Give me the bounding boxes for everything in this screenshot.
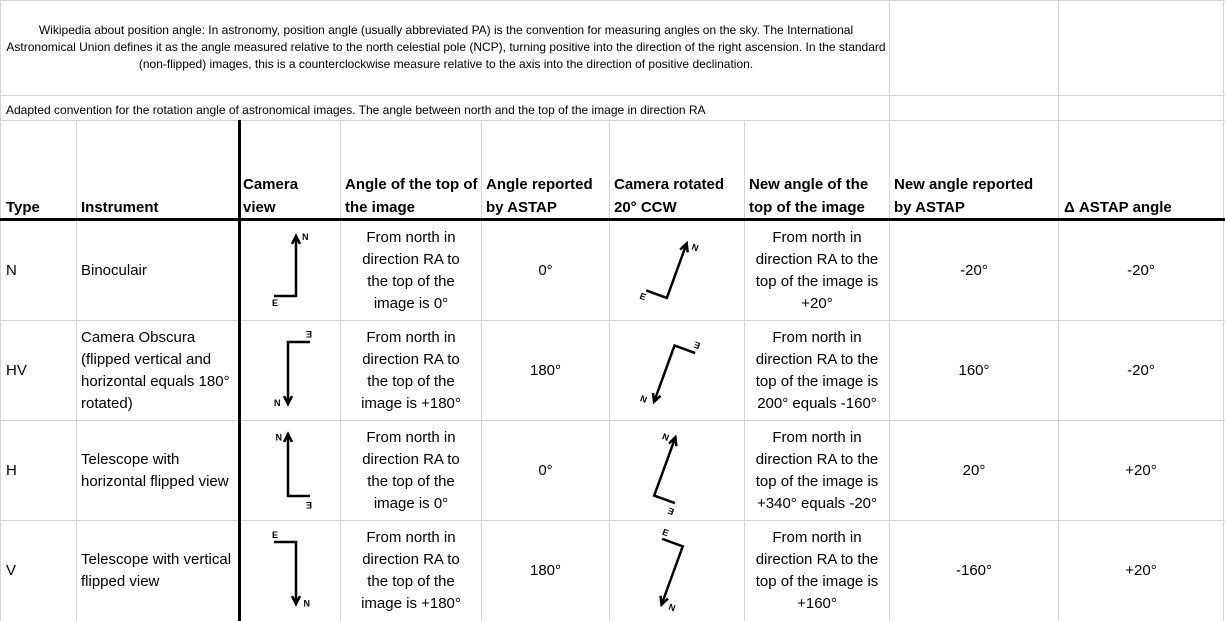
row-new-angle-top: From north in direction RA to the top of the image is 200° equals -160° xyxy=(755,328,879,412)
orientation-diagram-v xyxy=(262,526,322,612)
row-type: N xyxy=(6,261,17,279)
header-angle-top: Angle of the top of the image xyxy=(345,176,478,216)
row-angle-top: From north in direction RA to the top of the image is +180° xyxy=(361,528,461,612)
row-delta: +20° xyxy=(1125,561,1157,579)
row-delta: -20° xyxy=(1127,361,1155,379)
row-instrument: Telescope with vertical flipped view xyxy=(81,550,232,590)
orientation-diagram-hv xyxy=(262,326,322,412)
row-angle-astap: 0° xyxy=(538,461,553,479)
north-label: N xyxy=(303,598,310,608)
row-new-angle-top: From north in direction RA to the top of the image is +20° xyxy=(755,228,879,312)
row-type: HV xyxy=(6,361,27,379)
header-angle-astap: Angle reported by ASTAP xyxy=(486,176,593,216)
orientation-diagram-v-rotated xyxy=(626,526,706,612)
camera-view-border xyxy=(238,120,241,621)
east-label: E xyxy=(638,290,648,303)
row-angle-astap: 0° xyxy=(538,261,553,279)
north-label: N xyxy=(690,241,700,254)
gridline xyxy=(0,0,1225,1)
row-type: H xyxy=(6,461,17,479)
north-label: N xyxy=(302,232,309,242)
row-new-angle-astap: -160° xyxy=(955,561,993,579)
row-instrument: Camera Obscura (flipped vertical and horizontal equals 180° rotated) xyxy=(81,328,230,412)
east-label: E xyxy=(660,526,670,539)
row-new-angle-top: From north in direction RA to the top of the image is +340° equals -20° xyxy=(755,428,879,512)
gridline xyxy=(0,120,1225,121)
row-instrument: Telescope with horizontal flipped view xyxy=(81,450,229,490)
orientation-diagram-h xyxy=(262,426,322,512)
north-label: N xyxy=(638,393,649,405)
row-new-angle-astap: -20° xyxy=(960,261,988,279)
gridline xyxy=(76,120,77,621)
orientation-diagram-normal-rotated xyxy=(626,226,706,316)
orientation-diagram-h-rotated xyxy=(626,426,706,517)
row-instrument: Binoculair xyxy=(81,261,147,279)
row-new-angle-astap: 160° xyxy=(958,361,990,379)
row-angle-top: From north in direction RA to the top of the image is +180° xyxy=(361,328,461,412)
row-type: V xyxy=(6,561,17,579)
header-instrument: Instrument xyxy=(81,199,159,216)
header-new-angle-top: New angle of the top of the image xyxy=(749,176,869,216)
east-label: E xyxy=(272,530,279,540)
east-label: E xyxy=(692,339,702,351)
gridline xyxy=(1223,0,1224,621)
intro-text: Wikipedia about position angle: In astronomy, position angle (usually abbreviated PA) is the convention for measuring angles on the sky. The International Astronomical Union defines it as the angle measured relative to the north celestial pole (NCP), turning positive into the direction of the right ascension. In the standard (non-flipped) images, this is a counterclockwise measure relative to the axis into the direction of positive declination. xyxy=(6,23,886,71)
east-label: E xyxy=(272,298,279,308)
north-label: N xyxy=(660,431,671,443)
row-delta: -20° xyxy=(1127,261,1155,279)
east-label: E xyxy=(666,505,676,517)
row-angle-astap: 180° xyxy=(529,561,562,579)
gridline xyxy=(0,95,1225,96)
row-angle-astap: 180° xyxy=(529,361,562,379)
header-type: Type xyxy=(6,199,40,216)
north-label: N xyxy=(275,432,282,442)
gridline xyxy=(0,0,1,621)
gridline xyxy=(609,120,610,621)
row-angle-top: From north in direction RA to the top of the image is 0° xyxy=(362,428,460,512)
row-new-angle-top: From north in direction RA to the top of the image is +160° xyxy=(755,528,879,612)
orientation-diagram-hv-rotated xyxy=(626,326,706,412)
north-label: N xyxy=(667,601,677,614)
header-rotated: Camera rotated 20° CCW xyxy=(614,176,725,216)
header-delta: Δ ASTAP angle xyxy=(1064,199,1172,216)
east-label: E xyxy=(305,329,312,339)
row-new-angle-astap: 20° xyxy=(962,461,986,479)
header-camera-view: Camera view xyxy=(243,176,299,216)
orientation-diagram-normal xyxy=(262,228,322,312)
north-label: N xyxy=(274,398,281,408)
east-label: E xyxy=(305,500,312,510)
row-delta: +20° xyxy=(1125,461,1157,479)
convention-note: Adapted convention for the rotation angle of astronomical images. The angle between north and the top of the image in direction RA xyxy=(6,103,706,117)
header-new-angle-astap: New angle reported by ASTAP xyxy=(894,176,1034,216)
row-angle-top: From north in direction RA to the top of the image is 0° xyxy=(362,228,460,312)
